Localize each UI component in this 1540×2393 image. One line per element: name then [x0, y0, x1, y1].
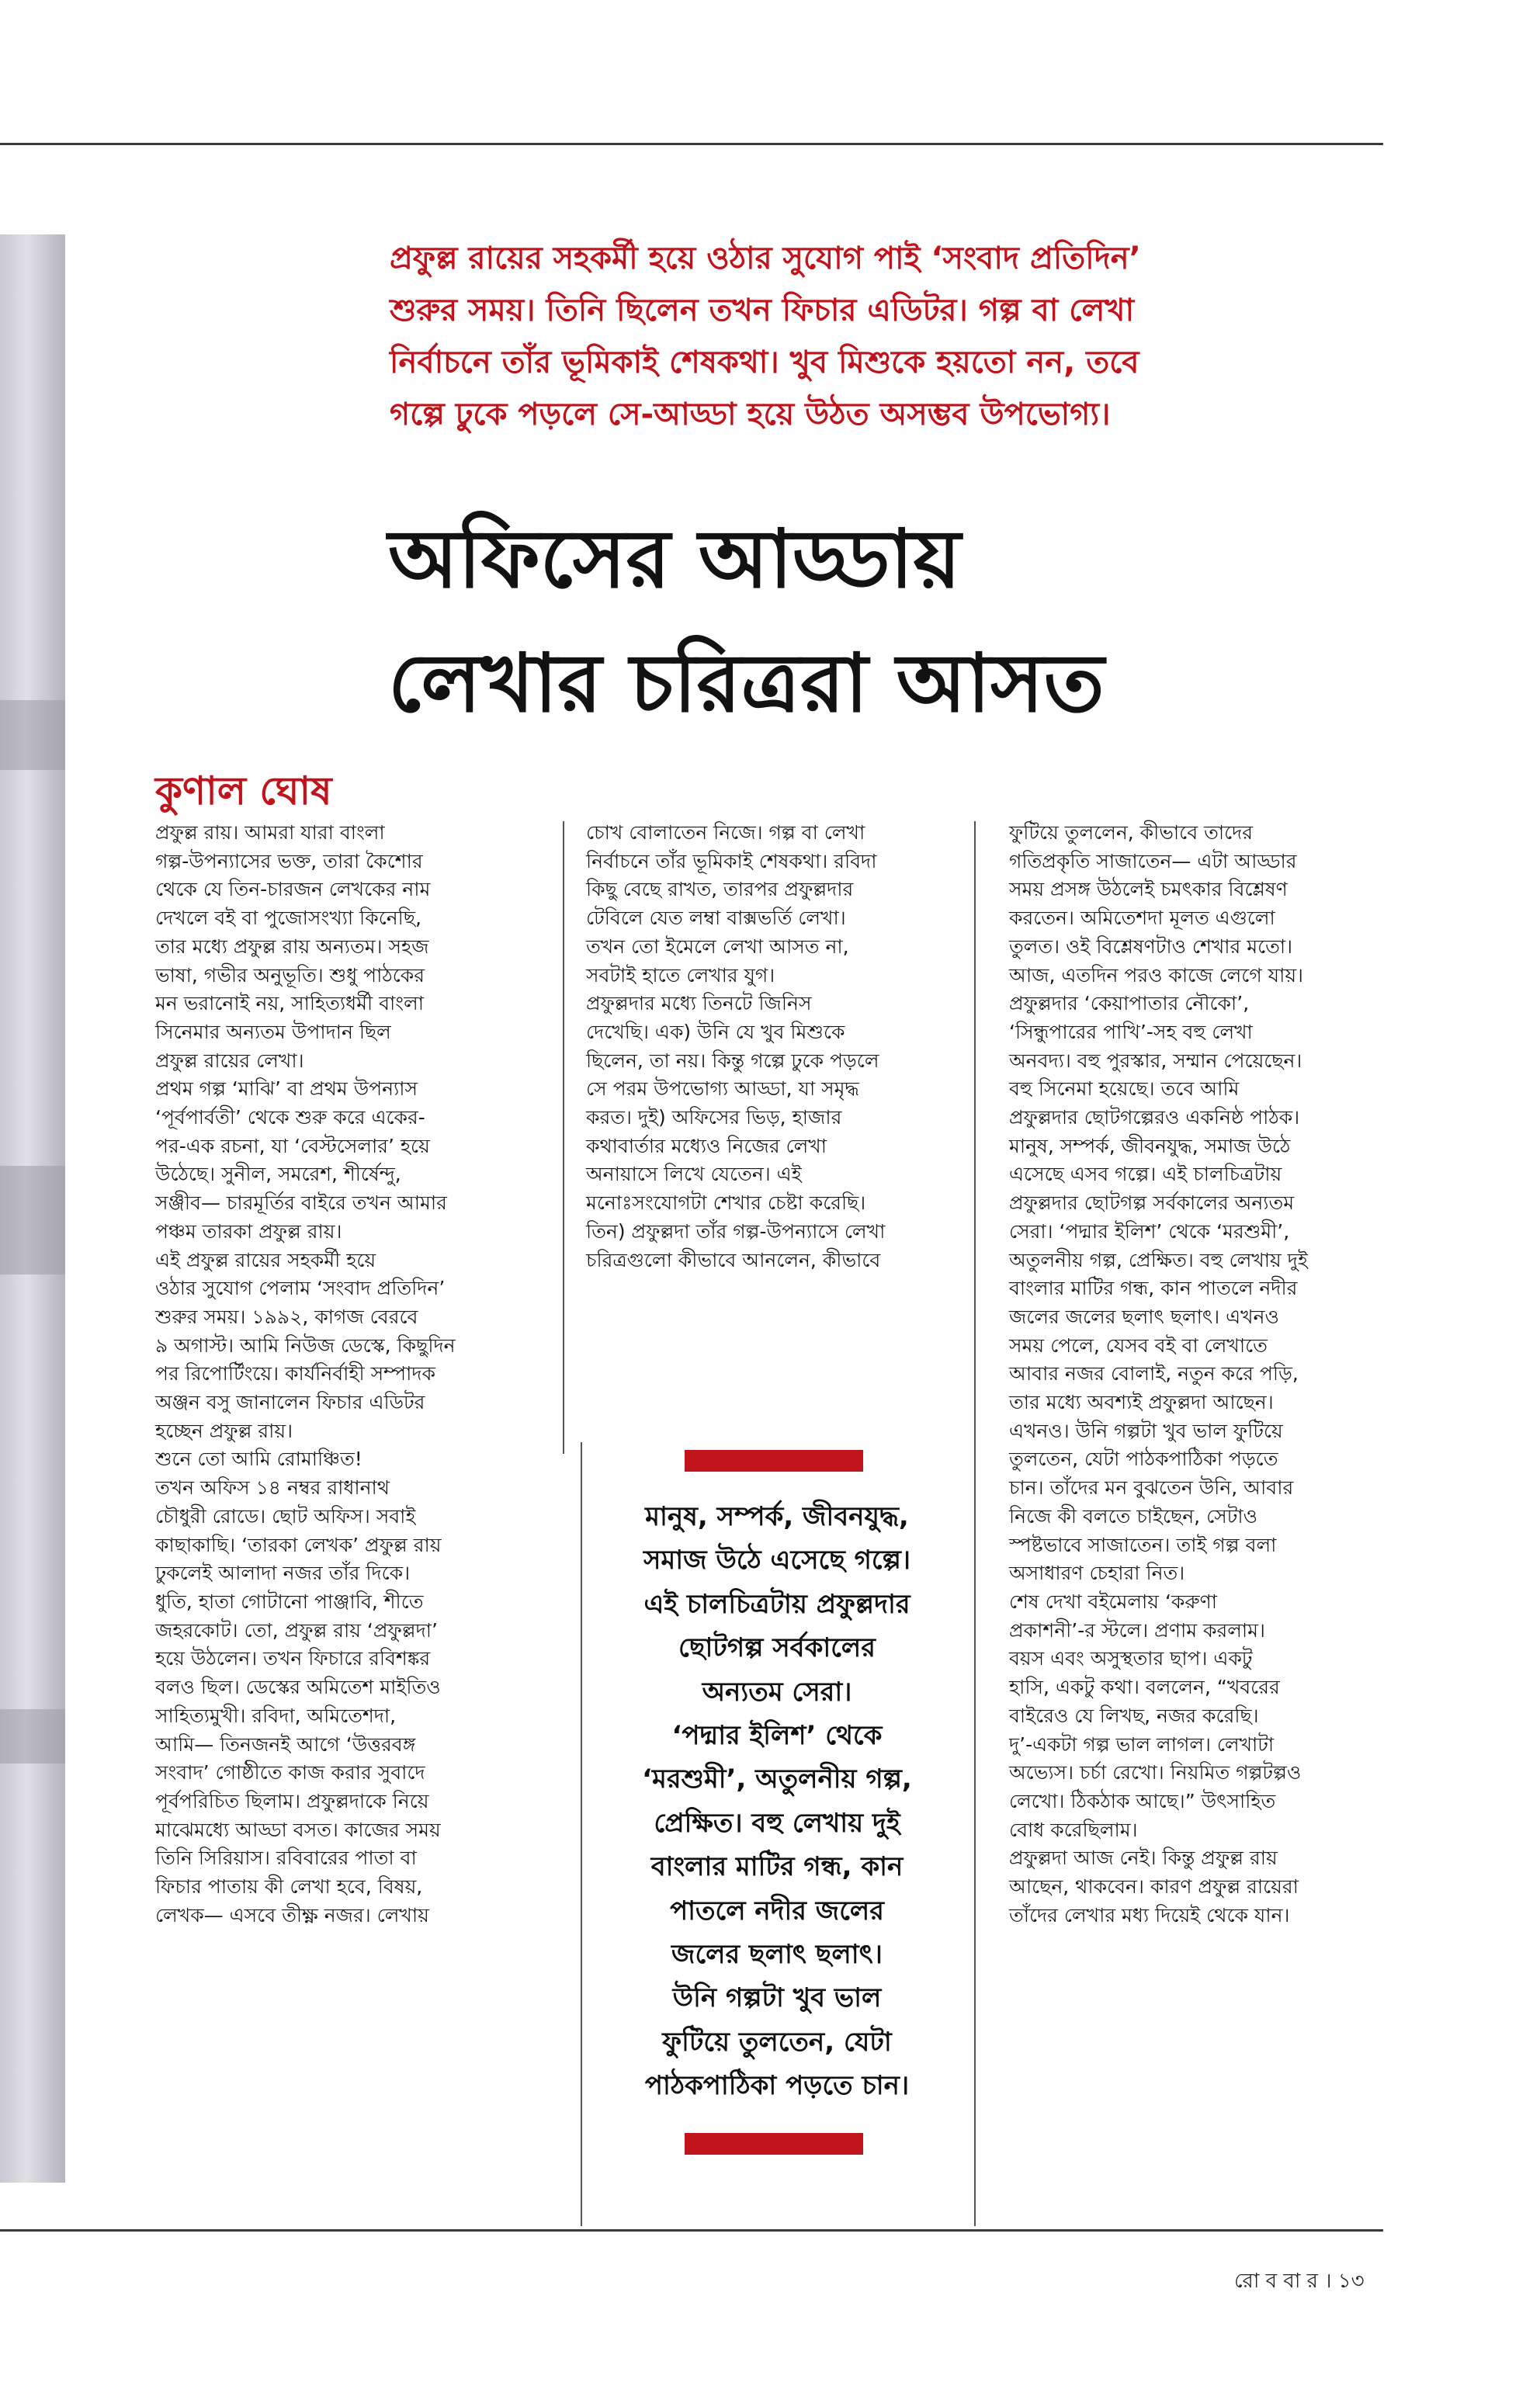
text-line: আছেন, থাকবেন। কারণ প্রফুল্ল রায়েরা	[1009, 1875, 1299, 1899]
text-line: তুলত। ওই বিশ্লেষণটাও শেখার মতো।	[1009, 935, 1293, 958]
text-line: আমি— তিনজনই আগে ‘উত্তরবঙ্গ	[155, 1732, 416, 1756]
text-line: ফুটিয়ে তুললেন, কীভাবে তাদের	[1009, 821, 1254, 844]
text-line: হয়ে উঠলেন। তখন ফিচারে রবিশঙ্কর	[155, 1647, 431, 1670]
text-line: সবটাই হাতে লেখার যুগ।	[586, 963, 775, 987]
text-line: প্রফুল্লদার ‘কেয়াপাতার নৌকো’,	[1009, 992, 1250, 1015]
text-line: তখন তো ইমেলে লেখা আসত না,	[586, 935, 849, 958]
text-line: সেরা। ‘পদ্মার ইলিশ’ থেকে ‘মরশুমী’,	[1009, 1219, 1290, 1243]
pull-quote-line: ছোটগল্প সর্বকালের	[678, 1632, 876, 1664]
text-line: ধুতি, হাতা গোটানো পাঞ্জাবি, শীতে	[155, 1590, 424, 1613]
intro-line: প্রফুল্ল রায়ের সহকর্মী হয়ে ওঠার সুযোগ পাই ‘সংবাদ প্রতিদিন’	[390, 241, 1141, 276]
text-line: স্পষ্টভাবে সাজাতেন। তাই গল্প বলা	[1009, 1533, 1277, 1556]
text-line: প্রকাশনী’-র স্টলে। প্রণাম করলাম।	[1009, 1618, 1265, 1642]
text-line: এই প্রফুল্ল রায়ের সহকর্মী হয়ে	[155, 1248, 376, 1271]
text-line: করত। দুই) অফিসের ভিড়, হাজার	[586, 1106, 842, 1129]
text-line: পূর্বপরিচিত ছিলাম। প্রফুল্লদাকে নিয়ে	[155, 1789, 429, 1812]
text-line: বোধ করেছিলাম।	[1009, 1818, 1138, 1841]
pull-quote-line: পাতলে নদীর জলের	[670, 1895, 884, 1927]
text-line: প্রফুল্লদার মধ্যে তিনটে জিনিস	[586, 992, 812, 1015]
text-line: এখনও। উনি গল্পটা খুব ভাল ফুটিয়ে	[1009, 1419, 1283, 1442]
top-rule	[0, 143, 1383, 145]
text-line: অভ্যেস। চর্চা রেখো। নিয়মিত গল্পটল্পও	[1009, 1761, 1302, 1784]
text-line: প্রফুল্লদা আজ নেই। কিন্তু প্রফুল্ল রায়	[1009, 1847, 1278, 1870]
text-line: লেখো। ঠিকঠাক আছে।” উৎসাহিত	[1009, 1789, 1276, 1812]
text-line: সময় প্রসঙ্গ উঠলেই চমৎকার বিশ্লেষণ	[1009, 878, 1288, 901]
text-line: শেষ দেখা বইমেলায় ‘করুণা	[1009, 1590, 1217, 1613]
text-line: মন ভরানোই নয়, সাহিত্যধর্মী বাংলা	[155, 992, 424, 1015]
text-line: দেখলে বই বা পুজোসংখ্যা কিনেছি,	[155, 907, 421, 930]
text-line: প্রফুল্লদার ছোটগল্প সর্বকালের অন্যতম	[1009, 1191, 1295, 1215]
text-line: টেবিলে যেত লম্বা বাক্সভর্তি লেখা।	[586, 907, 846, 930]
text-line: তাঁদের লেখার মধ্য দিয়েই থেকে যান।	[1009, 1903, 1290, 1927]
text-line: কিছু বেছে রাখত, তারপর প্রফুল্লদার	[586, 878, 854, 901]
column-divider	[563, 821, 564, 1454]
text-line: সিনেমার অন্যতম উপাদান ছিল	[155, 1020, 391, 1043]
text-line: প্রফুল্ল রায়। আমরা যারা বাংলা	[155, 821, 385, 844]
text-line: কথাবার্তার মধ্যেও নিজের লেখা	[586, 1134, 827, 1157]
article-column-3	[1009, 819, 1382, 1930]
text-line: সে পরম উপভোগ্য আড্ডা, যা সমৃদ্ধ	[586, 1077, 859, 1101]
text-line: বহু সিনেমা হয়েছে। তবে আমি	[1009, 1077, 1240, 1101]
text-line: ৯ অগাস্ট। আমি নিউজ ডেস্কে, কিছুদিন	[155, 1333, 456, 1357]
column-divider	[974, 821, 976, 1442]
text-line: বাংলার মাটির গন্ধ, কান পাতলে নদীর	[1009, 1277, 1298, 1300]
text-line: ফিচার পাতায় কী লেখা হবে, বিষয়,	[155, 1875, 423, 1899]
text-line: অতুলনীয় গল্প, প্রেক্ষিত। বহু লেখায় দুই	[1009, 1248, 1308, 1271]
text-line: প্রথম গল্প ‘মাঝি’ বা প্রথম উপন্যাস	[155, 1077, 418, 1101]
pull-quote-line: ‘পদ্মার ইলিশ’ থেকে	[671, 1720, 883, 1752]
text-line: পর রিপোর্টিংয়ে। কার্যনির্বাহী সম্পাদক	[155, 1362, 435, 1386]
text-line: হচ্ছেন প্রফুল্ল রায়।	[155, 1419, 293, 1442]
text-line: তিনি সিরিয়াস। রবিবারের পাতা বা	[155, 1847, 417, 1870]
text-line: থেকে যে তিন-চারজন লেখকের নাম	[155, 878, 431, 901]
text-line: গল্প-উপন্যাসের ভক্ত, তারা কৈশোর	[155, 849, 423, 872]
text-line: চৌধুরী রোডে। ছোট অফিস। সবাই	[155, 1504, 416, 1528]
article-column-2	[586, 819, 966, 1275]
pull-quote-border-right	[974, 1442, 976, 2226]
pull-quote-line: জলের ছলাৎ ছলাৎ।	[671, 1939, 883, 1971]
text-line: নিজে কী বলতে চাইছেন, সেটাও	[1009, 1504, 1258, 1528]
text-line: প্রফুল্ল রায়ের লেখা।	[155, 1049, 304, 1072]
bottom-rule	[0, 2229, 1383, 2232]
pull-quote-line: মানুষ, সম্পর্ক, জীবনযুদ্ধ,	[645, 1501, 909, 1532]
pull-quote-line: ‘মরশুমী’, অতুলনীয় গল্প,	[642, 1764, 912, 1795]
text-line: অঞ্জন বসু জানালেন ফিচার এডিটর	[155, 1391, 425, 1414]
headline-line: অফিসের আড্ডায়	[388, 511, 961, 606]
text-line: মানুষ, সম্পর্ক, জীবনযুদ্ধ, সমাজ উঠে	[1009, 1134, 1291, 1157]
text-line: তুলতেন, যেটা পাঠকপাঠিকা পড়তে	[1009, 1448, 1278, 1471]
intro-standfirst	[390, 233, 1321, 441]
pull-quote-line: বাংলার মাটির গন্ধ, কান	[650, 1851, 904, 1883]
text-line: চোখ বোলাতেন নিজে। গল্প বা লেখা	[586, 821, 865, 844]
text-line: সাহিত্যমুখী। রবিদা, অমিতেশদা,	[155, 1704, 397, 1727]
text-line: উঠেছে। সুনীল, সমরেশ, শীর্ষেন্দু,	[155, 1163, 401, 1186]
text-line: মনোঃসংযোগটা শেখার চেষ্টা করেছি।	[586, 1191, 866, 1215]
text-line: জলের জলের ছলাৎ ছলাৎ। এখনও	[1009, 1305, 1279, 1328]
pull-quote-line: সমাজ উঠে এসেছে গল্পে।	[643, 1545, 911, 1576]
text-line: সময় পেলে, যেসব বই বা লেখাতে	[1009, 1333, 1268, 1357]
text-line: করতেন। অমিতেশদা মূলত এগুলো	[1009, 907, 1275, 930]
text-line: ‘পূর্বপার্বতী’ থেকে শুরু করে একের-	[155, 1106, 425, 1129]
text-line: ওঠার সুযোগ পেলাম ‘সংবাদ প্রতিদিন’	[155, 1277, 446, 1300]
text-line: শুনে তো আমি রোমাঞ্চিত!	[155, 1448, 362, 1471]
text-line: নির্বাচনে তাঁর ভূমিকাই শেষকথা। রবিদা	[586, 849, 877, 872]
text-line: বাইরেও যে লিখছ, নজর করেছি।	[1009, 1704, 1259, 1727]
text-line: অনবদ্য। বহু পুরস্কার, সম্মান পেয়েছেন।	[1009, 1049, 1302, 1072]
byline: কুণাল ঘোষ	[155, 768, 332, 813]
pull-quote-line: উনি গল্পটা খুব ভাল	[672, 1982, 882, 2014]
text-line: দু’-একটা গল্প ভাল লাগল। লেখাটা	[1009, 1732, 1275, 1756]
text-line: হাসি, একটু কথা। বললেন, “খবরের	[1009, 1676, 1280, 1699]
text-line: শুরুর সময়। ১৯৯২, কাগজ বেরবে	[155, 1305, 418, 1328]
intro-line: নির্বাচনে তাঁর ভূমিকাই শেষকথা। খুব মিশুকে হয়তো নন, তবে	[390, 345, 1139, 380]
text-line: পঞ্চম তারকা প্রফুল্ল রায়।	[155, 1219, 342, 1243]
pull-quote	[588, 1442, 966, 2226]
text-line: ‘সিন্ধুপারের পাখি’-সহ বহু লেখা	[1009, 1020, 1253, 1043]
text-line: ঢুকলেই আলাদা নজর তাঁর দিকে।	[155, 1562, 411, 1585]
text-line: গতিপ্রকৃতি সাজাতেন— এটা আড্ডার	[1009, 849, 1297, 872]
text-line: কাছাকাছি। ‘তারকা লেখক’ প্রফুল্ল রায়	[155, 1533, 442, 1556]
headline-line: লেখার চরিত্ররা আসত	[388, 635, 1105, 730]
photo-edge	[0, 234, 65, 2183]
headline	[388, 497, 1397, 745]
text-line: মাঝেমধ্যে আড্ডা বসত। কাজের সময়	[155, 1818, 441, 1841]
pull-quote-line: প্রেক্ষিত। বহু লেখায় দুই	[654, 1807, 900, 1839]
text-line: লেখক— এসবে তীক্ষ্ণ নজর। লেখায়	[155, 1903, 429, 1927]
text-line: অনায়াসে লিখে যেতেন। এই	[586, 1163, 802, 1186]
text-line: তার মধ্যে অবশ্যই প্রফুল্লদা আছেন।	[1009, 1391, 1274, 1414]
page-folio: রো ব বা র । ১৩	[1234, 2270, 1365, 2293]
text-line: সঞ্জীব— চারমূর্তির বাইরে তখন আমার	[155, 1191, 447, 1215]
intro-line: গল্পে ঢুকে পড়লে সে-আড্ডা হয়ে উঠত অসম্ভব উপভোগ্য।	[390, 397, 1111, 432]
text-line: বলও ছিল। ডেস্কের অমিতেশ মাইতিও	[155, 1676, 441, 1699]
text-line: তখন অফিস ১৪ নম্বর রাধানাথ	[155, 1476, 390, 1500]
pull-quote-line: অন্যতম সেরা।	[702, 1676, 852, 1708]
text-line: চান। তাঁদের মন বুঝতেন উনি, আবার	[1009, 1476, 1294, 1500]
text-line: তার মধ্যে প্রফুল্ল রায় অন্যতম। সহজ	[155, 935, 429, 958]
text-line: ছিলেন, তা নয়। কিন্তু গল্পে ঢুকে পড়লে	[586, 1049, 879, 1072]
text-line: অসাধারণ চেহারা নিত।	[1009, 1562, 1185, 1585]
pull-quote-text	[588, 1495, 966, 2108]
article-column-1	[155, 819, 528, 1930]
text-line: দেখেছি। এক) উনি যে খুব মিশুকে	[586, 1020, 845, 1043]
pull-quote-line: ফুটিয়ে তুলতেন, যেটা	[662, 2026, 892, 2058]
pull-quote-border-left	[581, 1442, 582, 2226]
text-line: সংবাদ’ গোষ্ঠীতে কাজ করার সুবাদে	[155, 1761, 425, 1784]
pull-quote-bar-top	[685, 1450, 863, 1472]
text-line: আবার নজর বোলাই, নতুন করে পড়ি,	[1009, 1362, 1299, 1386]
text-line: এসেছে এসব গল্পে। এই চালচিত্রটায়	[1009, 1163, 1282, 1186]
text-line: চরিত্রগুলো কীভাবে আনলেন, কীভাবে	[586, 1248, 881, 1271]
text-line: প্রফুল্লদার ছোটগল্পেরও একনিষ্ঠ পাঠক।	[1009, 1106, 1300, 1129]
pull-quote-line: পাঠকপাঠিকা পড়তে চান।	[644, 2070, 910, 2102]
text-line: বয়স এবং অসুস্থতার ছাপ। একটু	[1009, 1647, 1253, 1670]
text-line: পর-এক রচনা, যা ‘বেস্টসেলার’ হয়ে	[155, 1134, 430, 1157]
text-line: তিন) প্রফুল্লদা তাঁর গল্প-উপন্যাসে লেখা	[586, 1219, 886, 1243]
text-line: আজ, এতদিন পরও কাজে লেগে যায়।	[1009, 963, 1303, 987]
text-line: ভাষা, গভীর অনুভূতি। শুধু পাঠকের	[155, 963, 425, 987]
pull-quote-bar-bottom	[685, 2133, 863, 2155]
pull-quote-line: এই চালচিত্রটায় প্রফুল্লদার	[643, 1588, 910, 1620]
intro-line: শুরুর সময়। তিনি ছিলেন তখন ফিচার এডিটর। গল্প বা লেখা	[390, 293, 1135, 328]
text-line: জহরকোট। তো, প্রফুল্ল রায় ‘প্রফুল্লদা’	[155, 1618, 438, 1642]
